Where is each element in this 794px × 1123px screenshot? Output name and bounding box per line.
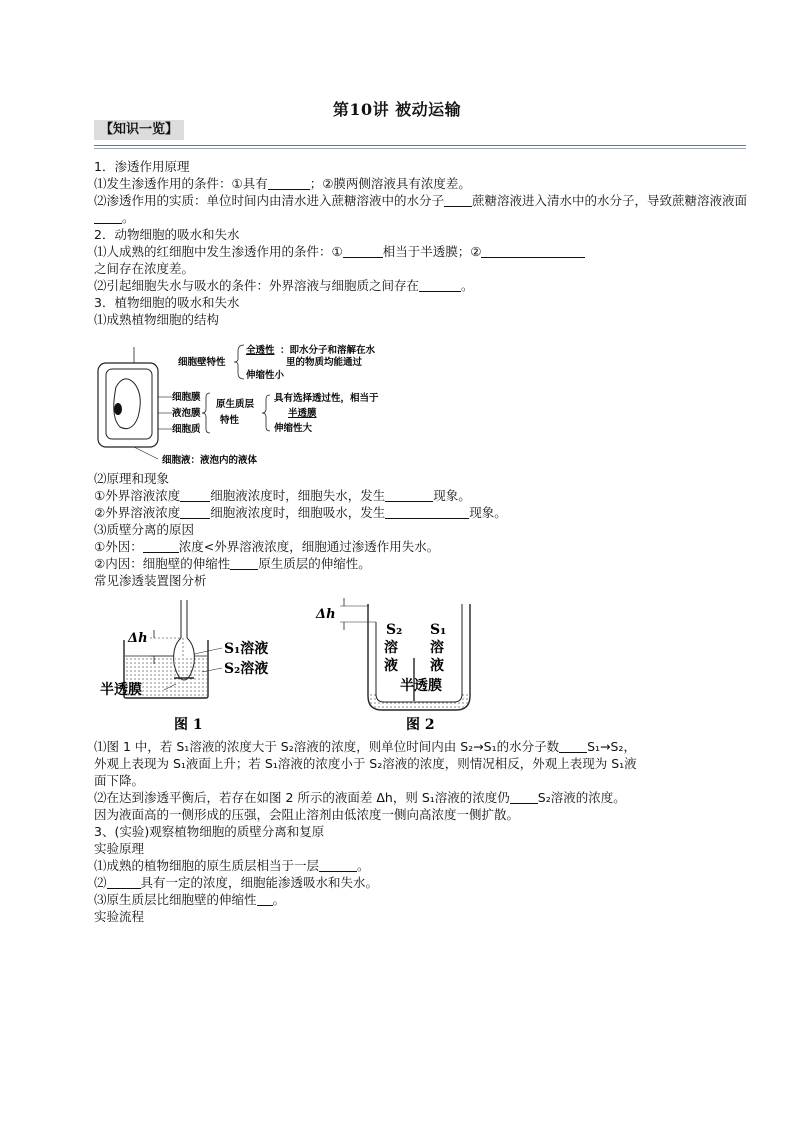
answer-blank[interactable] [319, 858, 357, 872]
text: 蔗糖溶液进入清水中的水分子，导致蔗糖溶液液面 [472, 193, 748, 208]
s1-ye: 液 [430, 658, 444, 674]
s1-solution-fill [175, 656, 193, 678]
label-cell-membrane: 细胞膜 [172, 392, 201, 403]
membrane-label-2: 半透膜 [400, 678, 442, 694]
text: ⑴人成熟的红细胞中发生渗透作用的条件：① [94, 244, 343, 259]
dh-label: Δh [128, 631, 148, 646]
text: 现象。 [469, 505, 507, 520]
text: 。 [357, 858, 370, 873]
heading-exp-procedure: 实验流程 [94, 909, 145, 924]
s1-solution-label: S₁溶液 [224, 641, 269, 657]
s1-label: S₁ [430, 622, 447, 638]
q-exp-1 [94, 857, 714, 874]
text: 细胞液浓度时，细胞失水，发生 [210, 488, 386, 503]
section-tag: 【知识一览】 [94, 120, 184, 140]
s2-solution-label: S₂溶液 [224, 661, 269, 677]
q-1-1 [94, 175, 714, 192]
divider [94, 145, 746, 146]
text: 。 [122, 210, 135, 225]
cell-wall-shape [98, 363, 158, 447]
q-fig-2-cont: 因为液面高的一侧形成的压强，会阻止溶剂由低浓度一侧向高浓度一侧扩散。 [94, 807, 520, 822]
brace [234, 345, 244, 379]
text: 。 [461, 278, 474, 293]
answer-blank[interactable] [230, 556, 258, 570]
text: 现象。 [433, 488, 471, 503]
text: 相当于半透膜；② [382, 244, 482, 259]
answer-blank[interactable] [94, 210, 122, 224]
text: 具有一定的浓度，细胞能渗透吸水和失水。 [140, 875, 379, 890]
text: ⑴发生渗透作用的条件：①具有 [94, 176, 268, 191]
s2-ye: 液 [384, 658, 398, 674]
q-fig-2 [94, 789, 714, 806]
text: 。 [272, 892, 286, 907]
text: S₂溶液的浓度。 [537, 790, 626, 805]
u-tube-outer [368, 604, 470, 710]
heading-exp-principle: 实验原理 [94, 841, 145, 856]
label-protoplast: 原生质层 [216, 399, 255, 410]
s2-label: S₂ [386, 622, 403, 638]
q-exp-3 [94, 891, 714, 908]
label-property: 特性 [220, 415, 240, 426]
text: ②内因：细胞壁的伸缩性 [94, 556, 231, 571]
q-fig-1 [94, 738, 714, 755]
brace [262, 395, 270, 431]
text: ⑶原生质层比细胞壁的伸缩性 [94, 892, 257, 907]
answer-blank[interactable] [180, 488, 210, 502]
figure-2-caption: 图 2 [406, 717, 435, 733]
answer-blank[interactable] [444, 193, 472, 207]
text: ⑵在达到渗透平衡后，若存在如图 2 所示的液面差 Δh，则 S₁溶液的浓度仍 [94, 790, 510, 805]
s2-rong: 溶 [384, 640, 398, 656]
heading-1: 1．渗透作用原理 [94, 159, 190, 174]
label-stretch-large: 伸缩性大 [274, 423, 313, 434]
label-stretch-small: 伸缩性小 [246, 370, 285, 381]
s1-rong: 溶 [430, 640, 444, 656]
text: ；②膜两侧溶液具有浓度差。 [309, 176, 471, 191]
answer-blank[interactable] [559, 739, 587, 753]
text: ①外界溶液浓度 [94, 488, 181, 503]
label-semipermeable: 半透膜 [288, 408, 317, 419]
dh-label: Δh [316, 607, 336, 622]
answer-blank[interactable] [385, 488, 433, 502]
plant-cell-structure-diagram [94, 339, 414, 469]
label-vacuole-membrane: 液泡膜 [172, 408, 201, 419]
text: ①外因： [94, 539, 143, 554]
figure-1 [100, 600, 268, 733]
heading-2: 2．动物细胞的吸水和失水 [94, 227, 240, 242]
section-analysis [94, 738, 714, 925]
heading-osmosis-devices: 常见渗透装置图分析 [94, 573, 207, 588]
label-cell-sap: 细胞液：液泡内的液体 [162, 455, 258, 466]
q-3-1: ⑴成熟植物细胞的结构 [94, 312, 220, 327]
q-2-1b: 之间存在浓度差。 [94, 261, 195, 276]
text: 细胞液浓度时，细胞吸水，发生 [210, 505, 386, 520]
membrane-label: 半透膜 [100, 682, 142, 698]
divider [94, 148, 746, 149]
text: ⑴成熟的植物细胞的原生质层相当于一层 [94, 858, 320, 873]
text: ⑵渗透作用的实质：单位时间内由清水进入蔗糖溶液中的水分子 [94, 193, 445, 208]
answer-blank[interactable] [257, 892, 273, 906]
answer-blank[interactable] [143, 539, 179, 553]
q-2-2 [94, 277, 714, 294]
section-principle-phenomena [94, 470, 714, 589]
figure-2 [315, 598, 470, 733]
heading-experiment: 3、(实验)观察植物细胞的质壁分离和复原 [94, 824, 325, 839]
label-cell-wall: 细胞壁特性 [178, 357, 226, 368]
answer-blank[interactable] [107, 875, 141, 889]
q-2-1a [94, 243, 714, 260]
q-3-2-1 [94, 487, 714, 504]
heading-3-2: ⑵原理和现象 [94, 471, 170, 486]
heading-3-3: ⑶质壁分离的原因 [94, 522, 195, 537]
s1-tube-fill [182, 638, 187, 656]
answer-blank[interactable] [268, 176, 310, 190]
q-1-2a [94, 192, 748, 209]
label-selective: 具有选择透过性，相当于 [274, 393, 379, 404]
text: ②外界溶液浓度 [94, 505, 181, 520]
section-principles [94, 158, 748, 328]
q-exp-2 [94, 874, 714, 891]
label-cytoplasm: 细胞质 [172, 424, 201, 435]
q-3-3-1 [94, 538, 714, 555]
nucleus-shape [114, 403, 122, 415]
pointer-line [134, 447, 158, 459]
answer-blank[interactable] [481, 244, 585, 258]
q-fig-1-cont: 外观上表现为 S₁液面上升；若 S₁溶液的浓度小于 S₂溶液的浓度，则情况相反，外观上表现为 S₁液 [94, 756, 637, 771]
label-full-permeable: 全透性 [246, 345, 275, 356]
text: ⑵ [94, 875, 107, 890]
figure-1-caption: 图 1 [174, 717, 203, 733]
text: 原生质层的伸缩性。 [258, 556, 371, 571]
answer-blank[interactable] [343, 244, 383, 258]
answer-blank[interactable] [419, 278, 461, 292]
heading-3: 3．植物细胞的吸水和失水 [94, 295, 240, 310]
text: ⑴图 1 中，若 S₁溶液的浓度大于 S₂溶液的浓度，则单位时间内由 S₂→S₁的水分子数 [94, 739, 560, 754]
page-title: 第10讲 被动运输 [332, 100, 462, 119]
answer-blank[interactable] [385, 505, 469, 519]
label-full-desc2: 里的物质均能通过 [286, 357, 363, 368]
q-fig-1-end: 面下降。 [94, 773, 145, 788]
text: ⑵引起细胞失水与吸水的条件：外界溶液与细胞质之间存在 [94, 278, 420, 293]
brace [202, 393, 210, 433]
q-1-2b [94, 209, 714, 226]
text: S₁→S₂， [587, 739, 636, 754]
answer-blank[interactable] [180, 505, 210, 519]
label-full-desc1: ：即水分子和溶解在水 [280, 345, 376, 356]
text: 浓度<外界溶液浓度，细胞通过渗透作用失水。 [178, 539, 440, 554]
q-3-3-2 [94, 555, 714, 572]
osmosis-device-figures [94, 598, 494, 738]
q-3-2-2 [94, 504, 714, 521]
answer-blank[interactable] [510, 790, 538, 804]
